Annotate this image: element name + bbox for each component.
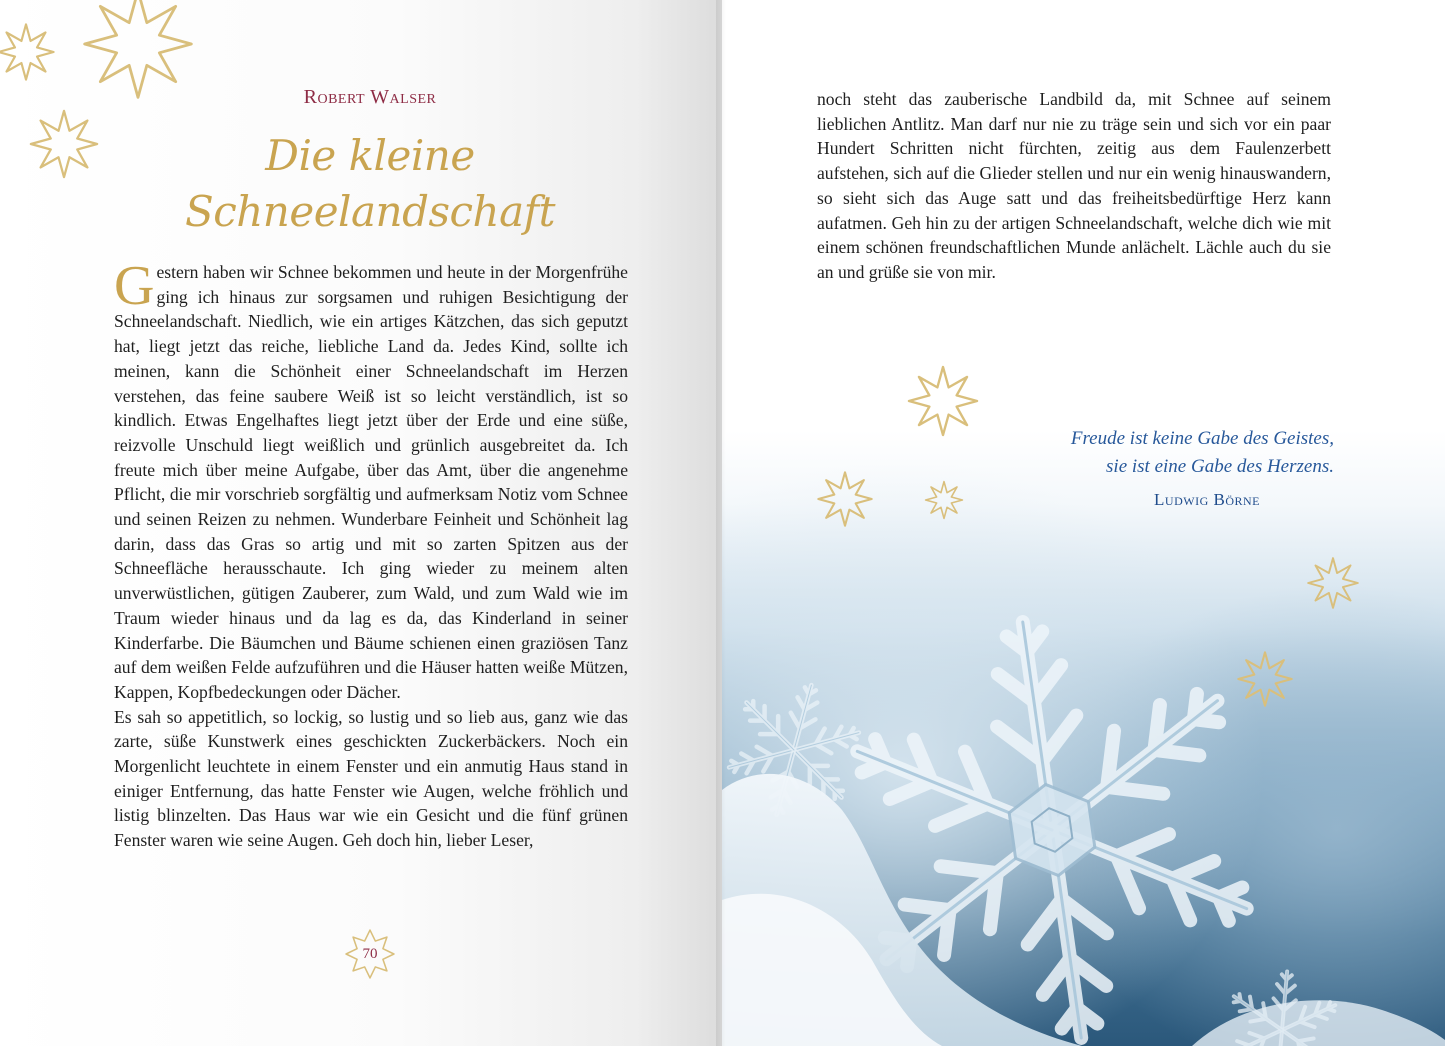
star-icon: [906, 364, 980, 438]
author-name: Robert Walser: [303, 86, 437, 108]
title-line: Die kleine: [265, 131, 475, 180]
right-page: [722, 0, 1445, 1046]
quote: [1022, 425, 1334, 481]
page-number-label: 70: [362, 946, 378, 962]
paragraph-text: estern haben wir Schnee bekommen und heute in der Morgenfrühe ging ich hinaus zur sorgsamen und ruhigen Besichtigung der Schneelandschaft. Niedlich, wie ein artiges Kätzchen, das sich geputzt hat, liegt jetzt das reiche, liebliche Land da. Jedes Kind, sollte ich meinen, kann die Schönheit einer Schneelandschaft im Herzen verstehen, das feine saubere Weiß ist so leicht verständlich, ist so kindlich. Etwas Engelhaftes liegt jetzt über der Erde und eine süße, reizvolle Unschuld liegt weißlich und grünlich ausgebreitet da. Ich freute mich über meine Aufgabe, über das Amt, über die angenehme Pflicht, die mir vorschrieb sorgfältig und aufmerksam Notiz vom Schnee und seinen Reizen zu nehmen. Wunderbare Feinheit und Schönheit lag darin, dass das Gras so artig und mit so zarten Spitzen aus der Schneefläche herausschaute. Ich ging wieder zu meinem alten unverwüstlichen, gütigen Zauberer, zum Wald, und zum Wald wie im Traum wieder hinaus und da lag es da, das Kinderland in seiner Kinderfarbe. Die Bäumchen und Bäume schienen einen graziösen Tanz auf dem weißen Felde aufzuführen und die Häuser hatten weiße Mützen, Kappen, Kopfbedeckungen oder Dächer.: [114, 262, 628, 702]
title-line: Schneelandschaft: [184, 187, 556, 236]
paragraph: noch steht das zauberische Landbild da, mit Schnee auf seinem lieblichen Antlitz. Man darf nur nie zu träge sein und sich vor ein paar Hundert Schritten nicht fürchten, zeitig aus dem Faulenzerbett aufstehen, sich auf die Glieder stellen und nur ein wenig hinauswandern, so sieht sich das Auge satt und das freiheitsbedürftige Herz kann aufatmen. Geh hin zu der artigen Schneelandschaft, welche dich wie mit einem schönen freundschaftlichen Munde anlächelt. Lächle auch du sie an und grüße sie von mir.: [817, 89, 1331, 282]
left-page: [0, 0, 722, 1046]
quote-line: Freude ist keine Gabe des Geistes,: [1070, 428, 1334, 449]
star-icon: [0, 22, 56, 82]
paragraph: Es sah so appetitlich, so lockig, so lustig und so lieb aus, ganz wie das zarte, süße Kunstwerk eines geschickten Zuckerbäckers. Noch ein Morgenlicht leuchtete in einem Fenster und ein anmutig Haus stand in einiger Entfernung, das hatte Fenster wie Augen, welche fröhlich und listig blinzelten. Das Haus war wie ein Gesicht und die fünf grünen Fenster waren wie seine Augen. Geh doch hin, lieber Leser,: [114, 706, 628, 851]
star-icon: [816, 470, 874, 528]
quote-line: sie ist eine Gabe des Herzens.: [1106, 456, 1334, 477]
drop-cap: G: [114, 255, 155, 317]
star-icon: [1306, 556, 1360, 610]
star-icon: [1236, 650, 1294, 708]
story-text-right: [817, 87, 1331, 285]
quote-author: Ludwig Börne: [1154, 490, 1260, 509]
page-title: [0, 128, 722, 240]
paragraph: [114, 255, 628, 705]
story-text-left: [114, 255, 628, 853]
star-icon: [924, 480, 964, 520]
book-gutter: [716, 0, 726, 1046]
page-number: [344, 928, 396, 980]
